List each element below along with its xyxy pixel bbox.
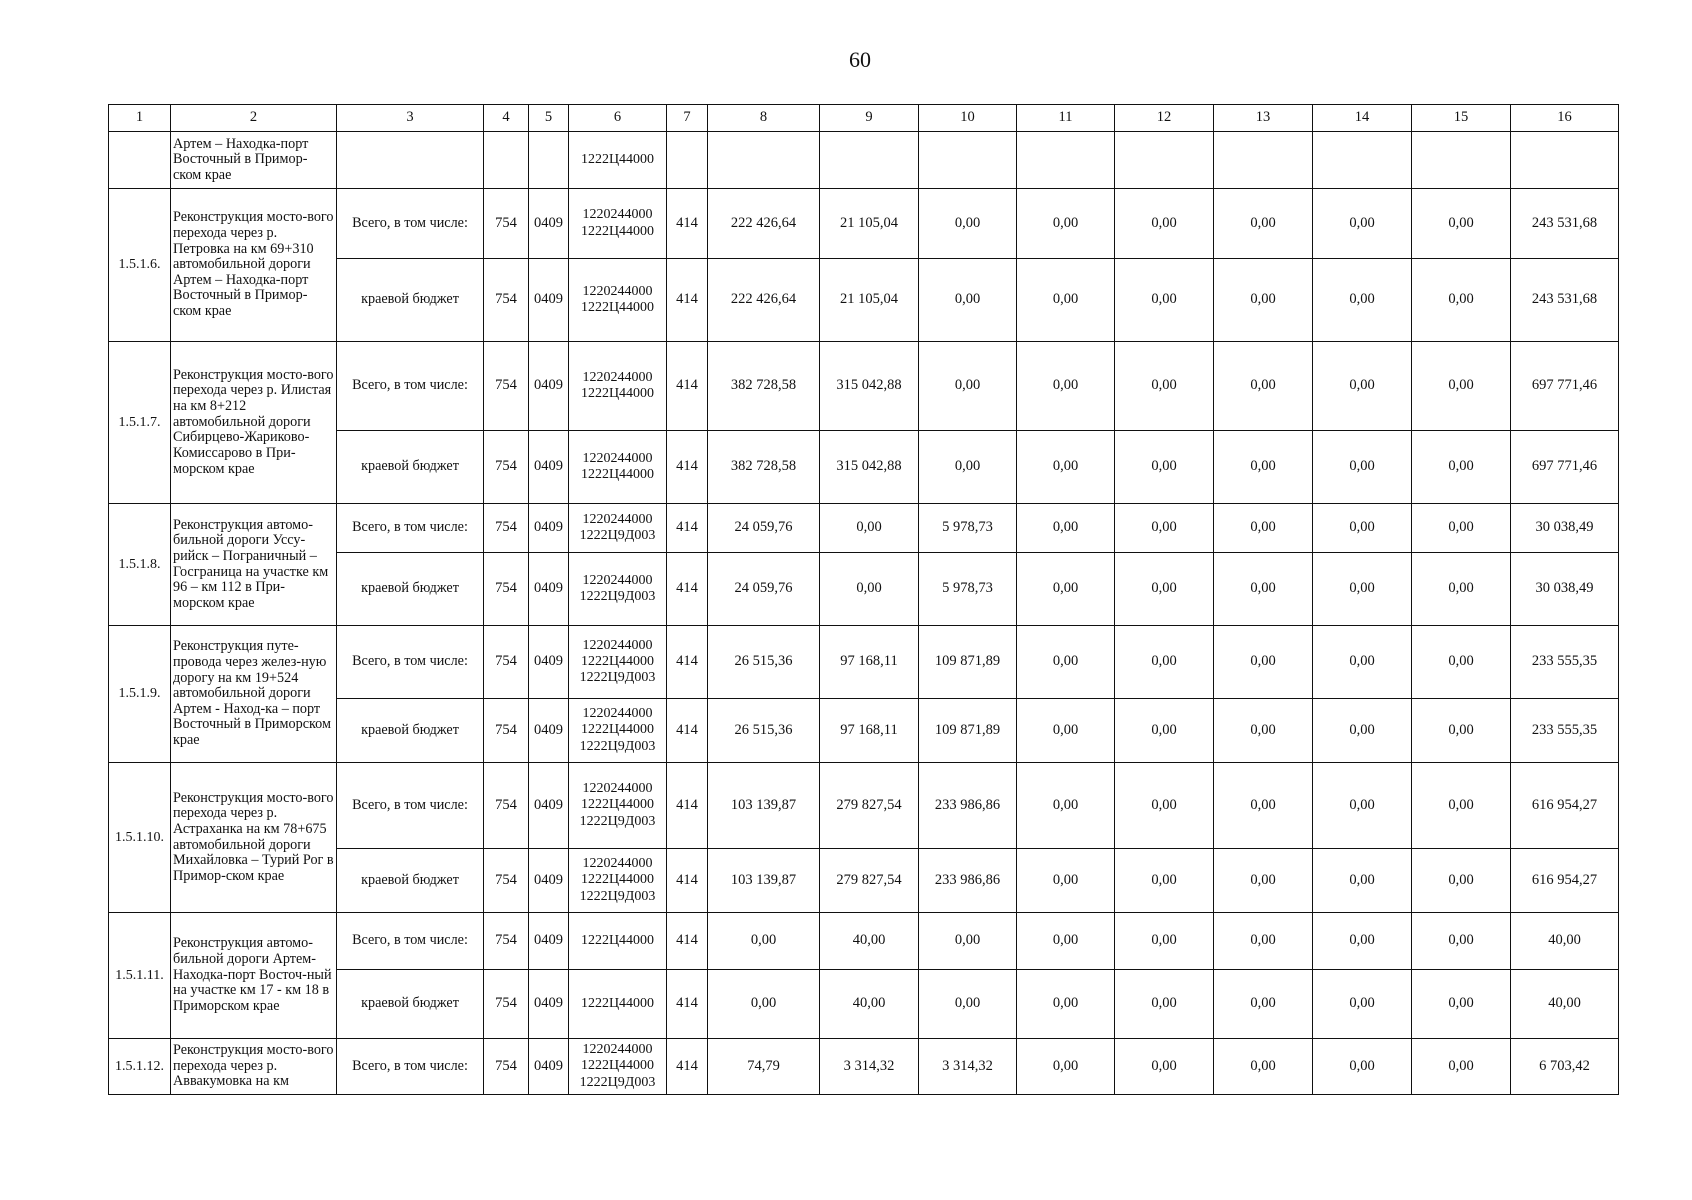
section-code: 0409 <box>529 189 569 259</box>
item-name: Реконструкция мосто-вого перехода через р. Петровка на км 69+310 автомобильной дороги Артем – Находка-порт Восточный в Примор-ском крае <box>171 189 337 342</box>
empty-cell <box>708 132 820 189</box>
expense-type-code: 414 <box>667 970 708 1039</box>
empty-cell <box>1511 132 1619 189</box>
amount-cell: 0,00 <box>1115 970 1214 1039</box>
amount-cell: 0,00 <box>1017 970 1115 1039</box>
amount-cell: 3 314,32 <box>919 1039 1017 1095</box>
amount-cell: 0,00 <box>1115 849 1214 913</box>
amount-cell: 0,00 <box>1214 342 1313 431</box>
amount-cell: 0,00 <box>919 970 1017 1039</box>
amount-cell: 6 703,42 <box>1511 1039 1619 1095</box>
amount-cell: 30 038,49 <box>1511 504 1619 553</box>
header-cell: 13 <box>1214 105 1313 132</box>
amount-cell: 0,00 <box>919 189 1017 259</box>
amount-cell: 0,00 <box>708 913 820 970</box>
amount-cell: 0,00 <box>1115 553 1214 626</box>
amount-cell: 5 978,73 <box>919 504 1017 553</box>
ministry-code: 754 <box>484 342 529 431</box>
header-cell: 5 <box>529 105 569 132</box>
amount-cell: 0,00 <box>820 553 919 626</box>
amount-cell: 315 042,88 <box>820 431 919 504</box>
amount-cell: 0,00 <box>1313 849 1412 913</box>
amount-cell: 40,00 <box>1511 970 1619 1039</box>
amount-cell: 0,00 <box>1017 553 1115 626</box>
item-name: Реконструкция автомо-бильной дороги Артем-Находка-порт Восточ-ный на участке км 17 - км 18 в Приморском крае <box>171 913 337 1039</box>
budget-codes <box>569 132 667 189</box>
page-number: 60 <box>849 47 871 72</box>
ministry-code: 754 <box>484 763 529 849</box>
budget-code: 1220244000 <box>582 856 653 872</box>
expense-type-code: 414 <box>667 431 708 504</box>
amount-cell: 0,00 <box>1115 431 1214 504</box>
expense-type-code: 414 <box>667 699 708 763</box>
amount-cell: 0,00 <box>1313 189 1412 259</box>
amount-cell: 0,00 <box>1313 970 1412 1039</box>
section-code: 0409 <box>529 1039 569 1095</box>
amount-cell: 0,00 <box>1115 504 1214 553</box>
budget-code: 1222Ц44000 <box>580 1058 655 1074</box>
ministry-code: 754 <box>484 970 529 1039</box>
section-code: 0409 <box>529 259 569 342</box>
empty-cell <box>667 132 708 189</box>
amount-cell: 616 954,27 <box>1511 849 1619 913</box>
amount-cell: 0,00 <box>1412 970 1511 1039</box>
empty-cell <box>1115 132 1214 189</box>
amount-cell: 382 728,58 <box>708 342 820 431</box>
expense-type-code: 414 <box>667 849 708 913</box>
amount-cell: 0,00 <box>1313 763 1412 849</box>
header-cell: 14 <box>1313 105 1412 132</box>
section-code: 0409 <box>529 431 569 504</box>
amount-cell: 0,00 <box>919 913 1017 970</box>
amount-cell: 0,00 <box>919 431 1017 504</box>
amount-cell: 0,00 <box>1017 913 1115 970</box>
budget-code: 1222Ц44000 <box>580 995 655 1011</box>
amount-cell: 233 986,86 <box>919 849 1017 913</box>
amount-cell: 0,00 <box>1017 849 1115 913</box>
empty-cell <box>1017 132 1115 189</box>
budget-codes <box>569 626 667 699</box>
budget-codes <box>569 849 667 913</box>
budget-table <box>108 104 1619 1095</box>
continuation-row <box>109 132 1619 189</box>
amount-cell: 0,00 <box>1214 970 1313 1039</box>
ministry-code: 754 <box>484 626 529 699</box>
amount-cell: 109 871,89 <box>919 699 1017 763</box>
amount-cell: 30 038,49 <box>1511 553 1619 626</box>
amount-cell: 0,00 <box>1115 626 1214 699</box>
empty-cell <box>484 132 529 189</box>
amount-cell: 0,00 <box>1017 699 1115 763</box>
amount-cell: 0,00 <box>1017 504 1115 553</box>
section-code: 0409 <box>529 849 569 913</box>
amount-cell: 0,00 <box>1313 699 1412 763</box>
amount-cell: 40,00 <box>820 970 919 1039</box>
budget-code: 1222Ц9Д003 <box>579 813 656 829</box>
amount-cell: 0,00 <box>1214 553 1313 626</box>
amount-cell: 0,00 <box>1115 913 1214 970</box>
ministry-code: 754 <box>484 259 529 342</box>
header-cell: 1 <box>109 105 171 132</box>
empty-cell <box>919 132 1017 189</box>
amount-cell: 21 105,04 <box>820 259 919 342</box>
amount-cell: 0,00 <box>1412 626 1511 699</box>
amount-cell: 0,00 <box>1412 504 1511 553</box>
expense-type-code: 414 <box>667 913 708 970</box>
amount-cell: 0,00 <box>1115 189 1214 259</box>
amount-cell: 0,00 <box>1214 913 1313 970</box>
empty-cell <box>1214 132 1313 189</box>
budget-code: 1220244000 <box>582 706 653 722</box>
expense-type-code: 414 <box>667 553 708 626</box>
budget-code: 1222Ц44000 <box>580 151 655 167</box>
budget-code: 1220244000 <box>582 207 653 223</box>
expense-type-code: 414 <box>667 763 708 849</box>
item-number: 1.5.1.10. <box>109 763 171 913</box>
budget-code: 1222Ц44000 <box>580 386 655 401</box>
header-cell: 15 <box>1412 105 1511 132</box>
header-cell: 8 <box>708 105 820 132</box>
budget-code: 1222Ц9Д003 <box>579 589 656 604</box>
expense-type-code: 414 <box>667 626 708 699</box>
header-cell: 16 <box>1511 105 1619 132</box>
table-row <box>109 189 1619 259</box>
amount-cell: 616 954,27 <box>1511 763 1619 849</box>
amount-cell: 0,00 <box>1313 431 1412 504</box>
funding-source: Всего, в том числе: <box>337 504 484 553</box>
amount-cell: 0,00 <box>1214 259 1313 342</box>
ministry-code: 754 <box>484 1039 529 1095</box>
header-row <box>109 105 1619 132</box>
budget-code: 1220244000 <box>582 450 653 466</box>
header-cell: 9 <box>820 105 919 132</box>
amount-cell: 40,00 <box>1511 913 1619 970</box>
amount-cell: 0,00 <box>1017 1039 1115 1095</box>
header-cell: 4 <box>484 105 529 132</box>
budget-code: 1222Ц9Д003 <box>579 1074 656 1090</box>
amount-cell: 0,00 <box>1214 1039 1313 1095</box>
amount-cell: 0,00 <box>1115 699 1214 763</box>
budget-codes <box>569 504 667 553</box>
amount-cell: 0,00 <box>1313 553 1412 626</box>
item-name: Реконструкция путе-провода через желез-ную дорогу на км 19+524 автомобильной дороги Артем - Наход-ка – порт Восточный в Приморском крае <box>171 626 337 763</box>
header-cell: 2 <box>171 105 337 132</box>
budget-code: 1222Ц9Д003 <box>579 670 656 686</box>
amount-cell: 0,00 <box>1313 504 1412 553</box>
funding-source: краевой бюджет <box>337 849 484 913</box>
amount-cell: 279 827,54 <box>820 763 919 849</box>
amount-cell: 109 871,89 <box>919 626 1017 699</box>
budget-code: 1220244000 <box>582 369 653 385</box>
budget-codes <box>569 189 667 259</box>
header-cell: 11 <box>1017 105 1115 132</box>
budget-codes <box>569 763 667 849</box>
header-cell: 12 <box>1115 105 1214 132</box>
budget-code: 1220244000 <box>582 572 653 588</box>
empty-cell <box>820 132 919 189</box>
empty-cell <box>109 132 171 189</box>
budget-code: 1222Ц44000 <box>580 722 655 738</box>
ministry-code: 754 <box>484 849 529 913</box>
amount-cell: 24 059,76 <box>708 553 820 626</box>
amount-cell: 0,00 <box>1313 259 1412 342</box>
amount-cell: 0,00 <box>919 259 1017 342</box>
amount-cell: 0,00 <box>1214 626 1313 699</box>
amount-cell: 0,00 <box>1313 626 1412 699</box>
amount-cell: 0,00 <box>1214 431 1313 504</box>
expense-type-code: 414 <box>667 1039 708 1095</box>
budget-code: 1220244000 <box>582 283 653 299</box>
item-number: 1.5.1.7. <box>109 342 171 504</box>
empty-cell <box>1412 132 1511 189</box>
funding-source: Всего, в том числе: <box>337 1039 484 1095</box>
amount-cell: 697 771,46 <box>1511 431 1619 504</box>
budget-code: 1222Ц44000 <box>580 872 655 888</box>
amount-cell: 103 139,87 <box>708 763 820 849</box>
budget-code: 1222Ц44000 <box>580 300 655 315</box>
amount-cell: 233 555,35 <box>1511 699 1619 763</box>
budget-code: 1222Ц9Д003 <box>579 738 656 754</box>
item-number: 1.5.1.8. <box>109 504 171 626</box>
amount-cell: 21 105,04 <box>820 189 919 259</box>
budget-code: 1220244000 <box>582 1042 653 1058</box>
item-number: 1.5.1.6. <box>109 189 171 342</box>
amount-cell: 0,00 <box>1412 342 1511 431</box>
table-row <box>109 626 1619 699</box>
amount-cell: 0,00 <box>1313 1039 1412 1095</box>
section-code: 0409 <box>529 970 569 1039</box>
ministry-code: 754 <box>484 431 529 504</box>
amount-cell: 0,00 <box>1017 626 1115 699</box>
amount-cell: 243 531,68 <box>1511 189 1619 259</box>
amount-cell: 103 139,87 <box>708 849 820 913</box>
amount-cell: 0,00 <box>919 342 1017 431</box>
budget-codes <box>569 553 667 626</box>
table-row <box>109 1039 1619 1095</box>
amount-cell: 0,00 <box>1115 1039 1214 1095</box>
funding-source: краевой бюджет <box>337 431 484 504</box>
section-code: 0409 <box>529 763 569 849</box>
amount-cell: 5 978,73 <box>919 553 1017 626</box>
amount-cell: 0,00 <box>1115 259 1214 342</box>
budget-code: 1222Ц9Д003 <box>579 528 656 543</box>
empty-cell <box>529 132 569 189</box>
empty-cell <box>1313 132 1412 189</box>
amount-cell: 0,00 <box>1313 342 1412 431</box>
amount-cell: 0,00 <box>1115 763 1214 849</box>
amount-cell: 0,00 <box>1412 699 1511 763</box>
amount-cell: 97 168,11 <box>820 699 919 763</box>
header-cell: 3 <box>337 105 484 132</box>
budget-code: 1222Ц44000 <box>580 797 655 813</box>
amount-cell: 26 515,36 <box>708 699 820 763</box>
ministry-code: 754 <box>484 553 529 626</box>
table-row <box>109 913 1619 970</box>
amount-cell: 315 042,88 <box>820 342 919 431</box>
funding-source: Всего, в том числе: <box>337 342 484 431</box>
budget-codes <box>569 699 667 763</box>
funding-source: Всего, в том числе: <box>337 626 484 699</box>
item-name: Реконструкция мосто-вого перехода через р. Аввакумовка на км <box>171 1039 337 1095</box>
budget-codes <box>569 970 667 1039</box>
amount-cell: 26 515,36 <box>708 626 820 699</box>
funding-source: Всего, в том числе: <box>337 189 484 259</box>
amount-cell: 97 168,11 <box>820 626 919 699</box>
amount-cell: 0,00 <box>1214 504 1313 553</box>
section-code: 0409 <box>529 504 569 553</box>
amount-cell: 3 314,32 <box>820 1039 919 1095</box>
amount-cell: 40,00 <box>820 913 919 970</box>
amount-cell: 24 059,76 <box>708 504 820 553</box>
budget-code: 1220244000 <box>582 511 653 527</box>
budget-code: 1222Ц44000 <box>580 467 655 482</box>
budget-code: 1220244000 <box>582 637 653 653</box>
ministry-code: 754 <box>484 699 529 763</box>
budget-code: 1222Ц44000 <box>580 932 655 948</box>
table-row <box>109 763 1619 849</box>
amount-cell: 74,79 <box>708 1039 820 1095</box>
budget-code: 1222Ц44000 <box>580 223 655 239</box>
item-name: Реконструкция мосто-вого перехода через р. Илистая на км 8+212 автомобильной дороги Сибирцево-Жариково-Комиссарово в При-морском крае <box>171 342 337 504</box>
amount-cell: 0,00 <box>1017 431 1115 504</box>
amount-cell: 0,00 <box>1412 763 1511 849</box>
amount-cell: 382 728,58 <box>708 431 820 504</box>
budget-codes <box>569 342 667 431</box>
budget-codes <box>569 259 667 342</box>
amount-cell: 0,00 <box>1313 913 1412 970</box>
funding-source: краевой бюджет <box>337 553 484 626</box>
section-code: 0409 <box>529 342 569 431</box>
amount-cell: 0,00 <box>1115 342 1214 431</box>
budget-codes <box>569 431 667 504</box>
header-cell: 6 <box>569 105 667 132</box>
ministry-code: 754 <box>484 913 529 970</box>
amount-cell: 0,00 <box>1017 763 1115 849</box>
amount-cell: 233 986,86 <box>919 763 1017 849</box>
amount-cell: 0,00 <box>1017 342 1115 431</box>
budget-codes <box>569 1039 667 1095</box>
amount-cell: 0,00 <box>1214 189 1313 259</box>
section-code: 0409 <box>529 553 569 626</box>
item-name: Артем – Находка-порт Восточный в Примор-ском крае <box>171 132 337 189</box>
expense-type-code: 414 <box>667 259 708 342</box>
item-number: 1.5.1.12. <box>109 1039 171 1095</box>
empty-cell <box>337 132 484 189</box>
budget-codes <box>569 913 667 970</box>
amount-cell: 0,00 <box>1214 849 1313 913</box>
funding-source: краевой бюджет <box>337 259 484 342</box>
amount-cell: 279 827,54 <box>820 849 919 913</box>
item-number: 1.5.1.9. <box>109 626 171 763</box>
expense-type-code: 414 <box>667 189 708 259</box>
amount-cell: 0,00 <box>1412 1039 1511 1095</box>
expense-type-code: 414 <box>667 342 708 431</box>
table-body <box>109 132 1619 1095</box>
amount-cell: 222 426,64 <box>708 259 820 342</box>
amount-cell: 0,00 <box>1412 189 1511 259</box>
amount-cell: 697 771,46 <box>1511 342 1619 431</box>
amount-cell: 0,00 <box>1412 431 1511 504</box>
ministry-code: 754 <box>484 504 529 553</box>
section-code: 0409 <box>529 913 569 970</box>
funding-source: краевой бюджет <box>337 970 484 1039</box>
section-code: 0409 <box>529 626 569 699</box>
table-row <box>109 504 1619 553</box>
amount-cell: 0,00 <box>1412 553 1511 626</box>
budget-code: 1222Ц9Д003 <box>579 888 656 904</box>
section-code: 0409 <box>529 699 569 763</box>
amount-cell: 0,00 <box>1017 259 1115 342</box>
amount-cell: 233 555,35 <box>1511 626 1619 699</box>
ministry-code: 754 <box>484 189 529 259</box>
amount-cell: 0,00 <box>1412 259 1511 342</box>
amount-cell: 0,00 <box>1214 763 1313 849</box>
amount-cell: 0,00 <box>708 970 820 1039</box>
table-row <box>109 342 1619 431</box>
budget-code: 1220244000 <box>582 781 653 797</box>
amount-cell: 222 426,64 <box>708 189 820 259</box>
amount-cell: 0,00 <box>1017 189 1115 259</box>
header-cell: 10 <box>919 105 1017 132</box>
amount-cell: 0,00 <box>1412 913 1511 970</box>
amount-cell: 243 531,68 <box>1511 259 1619 342</box>
amount-cell: 0,00 <box>820 504 919 553</box>
item-number: 1.5.1.11. <box>109 913 171 1039</box>
item-name: Реконструкция автомо-бильной дороги Уссу-рийск – Пограничный – Госграница на участке км 96 – км 112 в При-морском крае <box>171 504 337 626</box>
expense-type-code: 414 <box>667 504 708 553</box>
amount-cell: 0,00 <box>1412 849 1511 913</box>
funding-source: Всего, в том числе: <box>337 913 484 970</box>
item-name: Реконструкция мосто-вого перехода через р. Астраханка на км 78+675 автомобильной дороги Михайловка – Турий Рог в Примор-ском крае <box>171 763 337 913</box>
header-cell: 7 <box>667 105 708 132</box>
budget-code: 1222Ц44000 <box>580 653 655 669</box>
funding-source: краевой бюджет <box>337 699 484 763</box>
amount-cell: 0,00 <box>1214 699 1313 763</box>
funding-source: Всего, в том числе: <box>337 763 484 849</box>
